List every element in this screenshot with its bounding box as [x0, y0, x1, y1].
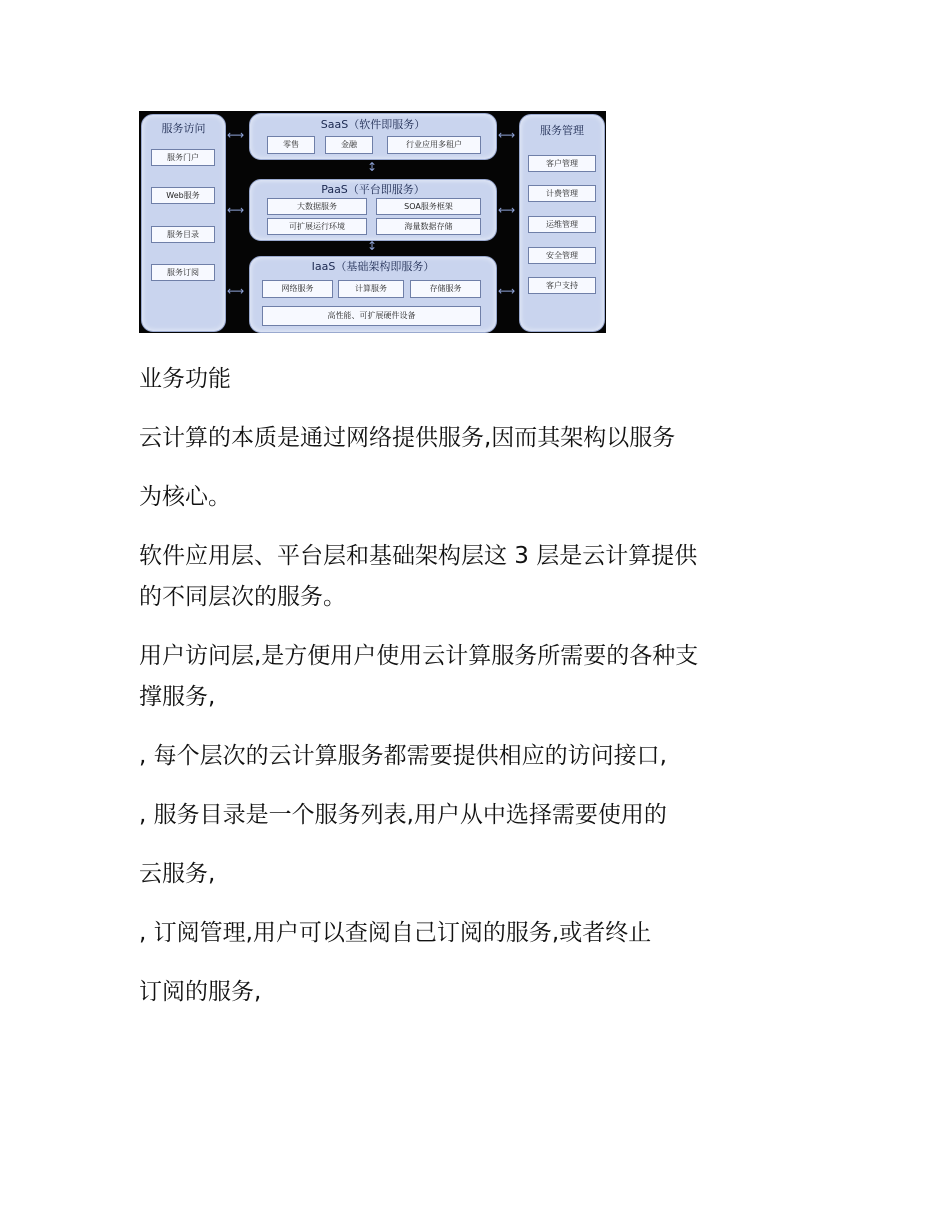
iaas-item: 存储服务 [410, 280, 481, 298]
service-management-item: 客户支持 [528, 277, 596, 294]
paragraph-line: 的不同层次的服务。 [139, 584, 346, 610]
double-arrow-icon: ⟷ [498, 128, 516, 142]
saas-title: SaaS（软件即服务） [320, 118, 426, 131]
paragraph-line: 云服务, [139, 861, 216, 887]
paas-panel [249, 179, 497, 241]
paragraph-line: 云计算的本质是通过网络提供服务,因而其架构以服务 [139, 425, 676, 451]
paragraph-line: 软件应用层、平台层和基础架构层这 3 层是云计算提供 [139, 543, 698, 569]
iaas-item: 网络服务 [262, 280, 333, 298]
saas-item: 行业应用多租户 [387, 136, 481, 154]
double-arrow-icon: ⟷ [498, 203, 516, 217]
paragraph-line: 为核心。 [139, 484, 231, 510]
paas-item: 可扩展运行环境 [267, 218, 367, 235]
paas-title: PaaS（平台即服务） [321, 183, 425, 196]
service-management-item: 客户管理 [528, 155, 596, 172]
service-access-title: 服务访问 [161, 122, 206, 135]
saas-panel [249, 113, 497, 160]
service-management-title: 服务管理 [540, 124, 584, 137]
cloud-architecture-diagram [139, 111, 606, 333]
vertical-double-arrow-icon: ↕ [367, 160, 378, 174]
double-arrow-icon: ⟷ [227, 128, 245, 142]
double-arrow-icon: ⟷ [498, 284, 516, 298]
paragraph-line: , 订阅管理,用户可以查阅自己订阅的服务,或者终止 [139, 920, 652, 946]
service-management-item: 计费管理 [528, 185, 596, 202]
double-arrow-icon: ⟷ [227, 284, 245, 298]
iaas-bottom-item: 高性能、可扩展硬件设备 [262, 306, 481, 326]
paas-item: SOA服务框架 [376, 198, 481, 215]
paragraph-line: , 服务目录是一个服务列表,用户从中选择需要使用的 [139, 802, 667, 828]
vertical-double-arrow-icon: ↕ [367, 239, 378, 253]
saas-item: 零售 [267, 136, 315, 154]
service-management-item: 运维管理 [528, 216, 596, 233]
section-heading: 业务功能 [139, 366, 231, 392]
iaas-title: IaaS（基础架构即服务） [311, 260, 435, 273]
paragraph-line: , 每个层次的云计算服务都需要提供相应的访问接口, [139, 743, 667, 769]
service-access-item: 服务目录 [151, 226, 215, 243]
paragraph-line: 撑服务, [139, 684, 216, 710]
iaas-panel [249, 256, 497, 333]
double-arrow-icon: ⟷ [227, 203, 245, 217]
service-access-item: 服务订阅 [151, 264, 215, 281]
paragraph-line: 订阅的服务, [139, 979, 262, 1005]
service-access-panel [141, 114, 226, 332]
saas-item: 金融 [325, 136, 373, 154]
service-management-item: 安全管理 [528, 247, 596, 264]
service-access-item: 服务门户 [151, 149, 215, 166]
service-management-panel [519, 114, 605, 332]
iaas-item: 计算服务 [338, 280, 404, 298]
paas-item: 海量数据存储 [376, 218, 481, 235]
paragraph-line: 用户访问层,是方便用户使用云计算服务所需要的各种支 [139, 643, 699, 669]
service-access-item: Web服务 [151, 187, 215, 204]
paas-item: 大数据服务 [267, 198, 367, 215]
